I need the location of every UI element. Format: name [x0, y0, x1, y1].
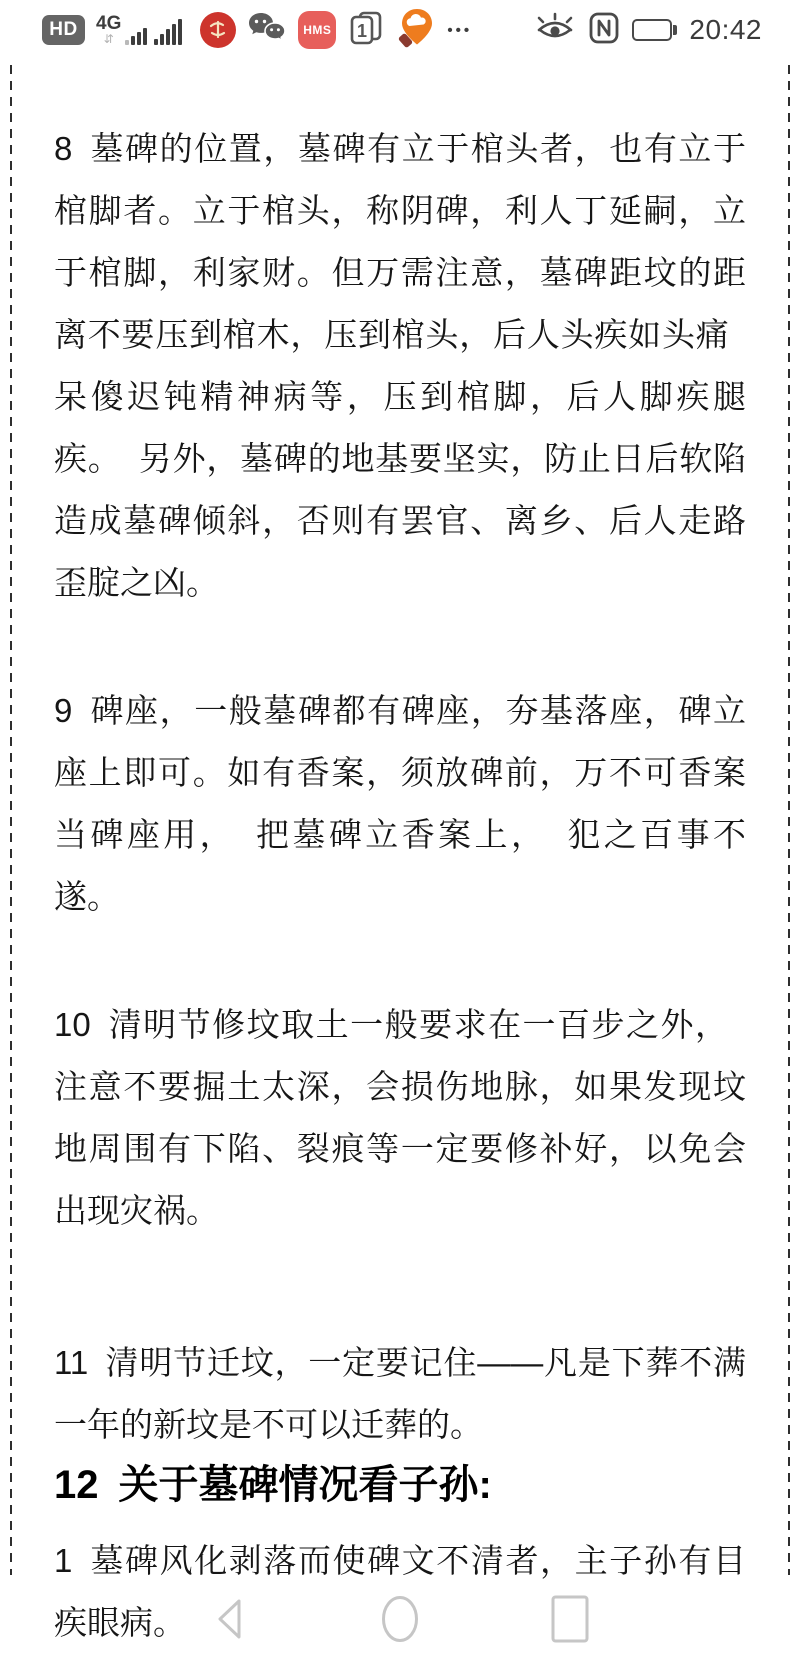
signal-bars-sim2-icon	[154, 19, 184, 45]
map-pin-app-icon	[396, 7, 436, 54]
hd-icon: HD	[42, 15, 85, 45]
status-bar	[0, 0, 800, 60]
xuexi-app-icon	[200, 12, 236, 48]
network-type-label: 4G	[96, 13, 122, 34]
clock: 20:42	[689, 14, 762, 45]
section-heading-12: 12 关于墓碑情况看子孙:	[54, 1463, 492, 1507]
paragraph-11: 11 清明节迁坟，一定要记住——凡是下葬不满一年的新坟是不可以迁葬的。	[54, 1344, 746, 1443]
document-page[interactable]	[0, 60, 800, 1641]
signal-group	[96, 15, 189, 45]
more-dots-icon: •••	[447, 21, 473, 39]
battery-icon	[632, 19, 677, 41]
nfc-icon	[588, 11, 620, 50]
status-bar-left	[42, 7, 483, 54]
signal-bars-sim1-icon	[125, 28, 149, 45]
eye-protection-icon	[534, 12, 576, 49]
paragraph-12-1: 1 墓碑风化剥落而使碑文不清者，主子孙有目疾眼病。	[54, 1542, 746, 1641]
wechat-icon	[247, 11, 287, 50]
document-text	[0, 60, 800, 1654]
paragraph-8: 8 墓碑的位置，墓碑有立于棺头者，也有立于棺脚者。立于棺头，称阴碑，利人丁延嗣，立于棺脚，利家财。但万需注意，墓碑距坟的距离不要压到棺木，压到棺头，后人头疾如头痛 呆傻迟钝精神病等，压到棺脚，后人脚疾腿疾。 另外，墓碑的地基要坚实，防止日后软陷造成墓碑倾斜，否则有罢官、离乡、后人走路歪腚之凶。	[54, 130, 746, 601]
data-arrows-icon: ⇵	[103, 32, 114, 46]
xuexi-glyph-icon	[200, 12, 236, 48]
paragraph-10: 10 清明节修坟取土一般要求在一百步之外， 注意不要掘土太深，会损伤地脉，如果发现坟地周围有下陷、裂痕等一定要修补好，以免会出现灾祸。	[54, 1006, 746, 1229]
paragraph-9: 9 碑座，一般墓碑都有碑座，夯基落座，碑立座上即可。如有香案，须放碑前，万不可香案当碑座用， 把墓碑立香案上， 犯之百事不遂。	[54, 692, 746, 915]
hms-app-icon: HMS	[298, 11, 336, 49]
dashed-border-left	[10, 65, 12, 1575]
dashed-border-right	[788, 65, 790, 1575]
svg-text:1: 1	[357, 20, 368, 41]
status-bar-right	[522, 11, 762, 50]
floating-window-icon	[347, 9, 385, 52]
